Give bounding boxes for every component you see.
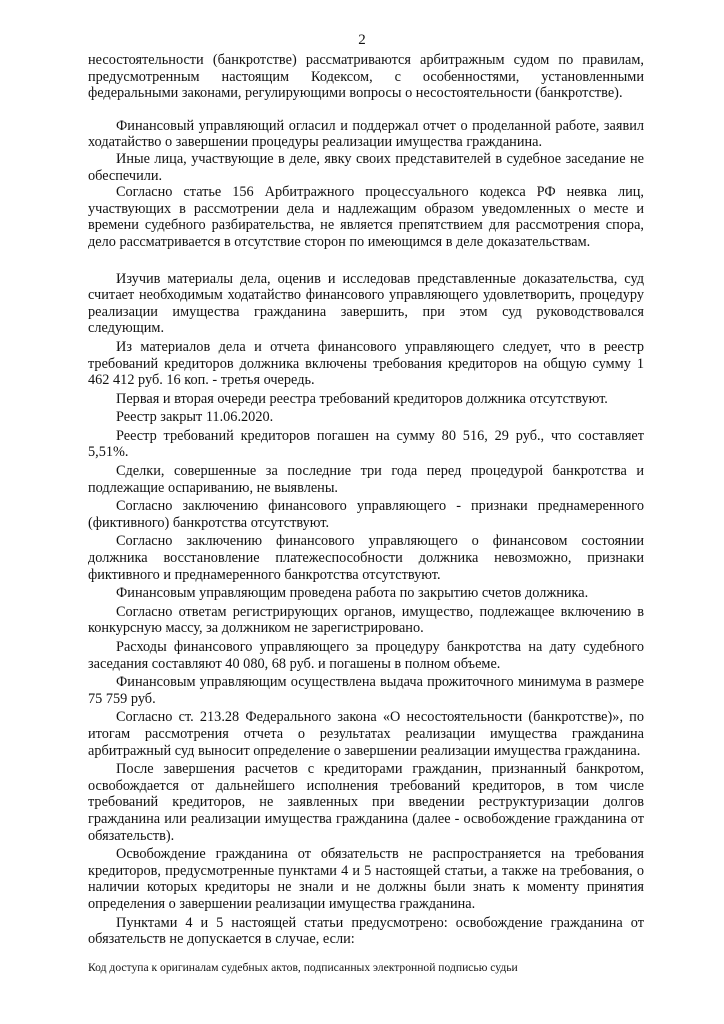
paragraph-property: Согласно ответам регистрирующих органов, имущество, подлежащее включению в конкурсную массу, за должником не зарегистрировано. — [88, 603, 644, 637]
paragraph-no-fictitious-bankruptcy: Согласно заключению финансового управляющего - признаки преднамеренного (фиктивного) банкротства отсутствуют. — [88, 498, 644, 531]
paragraph-points-4-5: Пунктами 4 и 5 настоящей статьи предусмотрено: освобождение гражданина от обязательств не допускается в случае, если: — [88, 914, 644, 948]
paragraph-registry-repaid: Реестр требований кредиторов погашен на сумму 80 516, 29 руб., что составляет 5,51%. — [88, 427, 644, 461]
paragraph-release-from-obligations: После завершения расчетов с кредиторами гражданин, признанный банкротом, освобождается от дальнейшего исполнения требований кредиторов, в том числе требований кредиторов, не заявленных при введении реструктуризации долгов гражданина или реализации имущества гражданина (далее - освобождение гражданина от обязательств). — [88, 761, 644, 844]
paragraph-continuation: несостоятельности (банкротстве) рассматриваются арбитражным судом по правилам, предусмотренным настоящим Кодексом, с особенностями, установленными федеральными законами, регулирующими вопросы о несостоятельности (банкротстве). — [88, 52, 644, 102]
paragraph-registry-closed: Реестр закрыт 11.06.2020. — [116, 409, 274, 426]
paragraph-creditor-registry: Из материалов дела и отчета финансового управляющего следует, что в реестр требований кредиторов должника включены требования кредиторов на общую сумму 1 462 412 руб. 16 коп. - третья очередь. — [88, 338, 644, 389]
paragraph-transactions: Сделки, совершенные за последние три года перед процедурой банкротства и подлежащие оспариванию, не выявлены. — [88, 463, 644, 496]
paragraph-subsistence: Финансовым управляющим осуществлена выдача прожиточного минимума в размере 75 759 руб. — [88, 674, 644, 707]
page-number: 2 — [358, 32, 366, 48]
paragraph-first-second-queue: Первая и вторая очереди реестра требований кредиторов должника отсутствуют. — [116, 390, 608, 407]
document-body — [88, 52, 644, 948]
paragraph-court-decision: Изучив материалы дела, оценив и исследовав представленные доказательства, суд считает необходимым ходатайство финансового управляющего удовлетворить, процедуру реализации имущества гражданина завершить, при этом суд руководствовался следующим. — [88, 270, 644, 337]
paragraph-article-156: Согласно статье 156 Арбитражного процессуального кодекса РФ неявка лиц, участвующих в рассмотрении дела и надлежащим образом уведомленных о месте и времени судебного разбирательства, не является препятствием для рассмотрения спора, дело рассматривается в отсутствие сторон по имеющимся в деле доказательствам. — [88, 184, 644, 250]
paragraph-financial-state: Согласно заключению финансового управляющего о финансовом состоянии должника восстановление платежеспособности должника невозможно, признаки фиктивного и преднамеренного банкротства отсутствуют. — [88, 533, 644, 583]
paragraph-absent-parties: Иные лица, участвующие в деле, явку своих представителей в судебное заседание не обеспечили. — [88, 150, 644, 184]
footer-note: Код доступа к оригиналам судебных актов, подписанных электронной подписью судьи — [88, 961, 518, 974]
paragraph-article-213-28: Согласно ст. 213.28 Федерального закона «О несостоятельности (банкротстве)», по итогам рассмотрения отчета о результатах реализации имущества гражданина арбитражный суд выносит определение о завершении реализации имущества гражданина. — [88, 709, 644, 759]
paragraph-release-exceptions: Освобождение гражданина от обязательств не распространяется на требования кредиторов, предусмотренные пунктами 4 и 5 настоящей статьи, а также на требования, о наличии которых кредиторы не знали и не должны были знать к моменту принятия определения о завершении реализации имущества гражданина. — [88, 846, 644, 912]
paragraph-accounts-closed: Финансовым управляющим проведена работа по закрытию счетов должника. — [116, 585, 589, 602]
paragraph-report: Финансовый управляющий огласил и поддержал отчет о проделанной работе, заявил ходатайство о завершении процедуры реализации имущества гражданина. — [88, 117, 644, 151]
paragraph-expenses: Расходы финансового управляющего за процедуру банкротства на дату судебного заседания составляют 40 080, 68 руб. и погашены в полном объеме. — [88, 639, 644, 672]
